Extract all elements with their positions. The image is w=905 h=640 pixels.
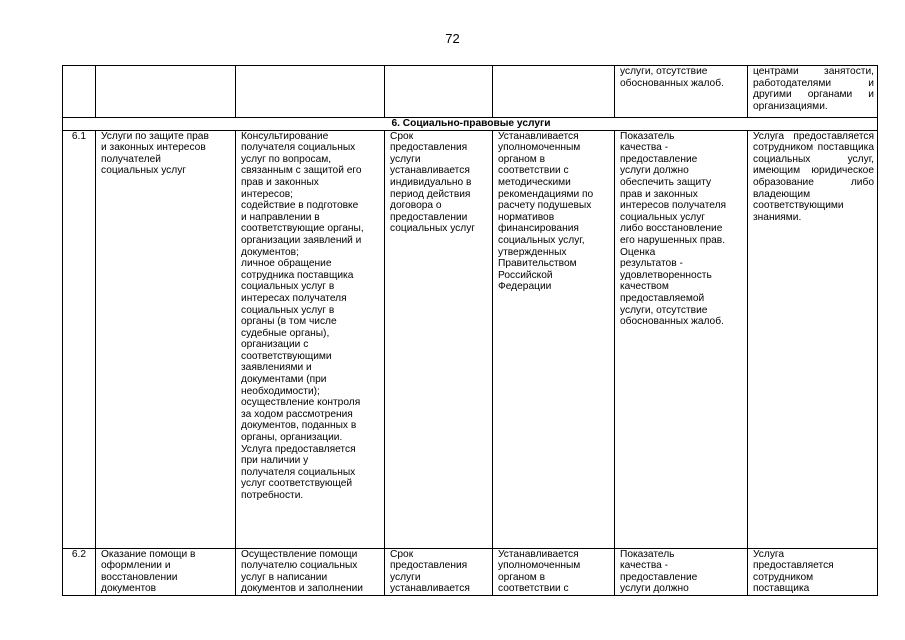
cell-term: Срок предоставления услуги устанавливается индивидуально в период действия договора о предоставлении социальных услуг — [385, 130, 493, 548]
services-table — [62, 65, 878, 596]
cell-conditions: центрами занятости, работодателями и другими органами и организациями. — [748, 66, 878, 118]
cell-conditions: Услуга предоставляется сотрудником поставщика — [753, 548, 834, 595]
cell-number: 6.1 — [63, 130, 96, 548]
cell-service-name: Оказание помощи в оформлении и восстановлении документов — [101, 548, 196, 595]
cell-quality: Показатель качества - предоставление услуги должно обеспечить защиту прав и законных интересов получателя социальных услуг либо восстановление его нарушенных прав. Оценка результатов - удовлетворенность качеством предоставляемой услуги, отсутствие обоснованных жалоб. — [615, 130, 748, 548]
cell-number: 6.2 — [71, 548, 86, 560]
cell-tariff: Устанавливается уполномоченным органом в соответствии с методическими рекомендациями по расчету подушевых нормативов финансирования социальных услуг, утвержденных Правительством Российской Федерации — [493, 130, 615, 548]
cell-term: Срок предоставления услуги устанавливается — [390, 548, 470, 595]
table-row-6-2 — [63, 548, 878, 595]
table-row-6-1 — [63, 130, 878, 548]
cell-service-name: Услуги по защите прав и законных интересов получателей социальных услуг — [96, 130, 236, 548]
cell-description: Консультирование получателя социальных услуг по вопросам, связанным с защитой его прав и законных интересов; содействие в подготовке и направлении в соответствующие органы, организации заявлений и документов; личное обращение сотрудника поставщика социальных услуг в интересах получателя социальных услуг в органы (в том числе судебные органы), организации с соответствующими заявлениями и документами (при необходимости); осуществление контроля за ходом рассмотрения документов, поданных в органы, организации. Услуга предоставляется при наличии у получателя социальных услуг соответствующей потребности. — [236, 130, 385, 548]
page-number: 72 — [445, 31, 460, 46]
section-header-row — [63, 118, 878, 131]
cell-tariff: Устанавливается уполномоченным органом в соответствии с — [498, 548, 581, 595]
table-row-continuation — [63, 66, 878, 118]
section-title: 6. Социально-правовые услуги — [63, 118, 878, 131]
cell-quality: услуги, отсутствие обоснованных жалоб. — [615, 66, 748, 118]
cell-description: Осуществление помощи получателю социальных услуг в написании документов и заполнении — [241, 548, 363, 595]
cell-quality: Показатель качества - предоставление услуги должно — [620, 548, 698, 595]
cell-conditions: Услуга предоставляется сотрудником поставщика социальных услуг, имеющим юридическое образование либо владеющим соответствующими знаниями. — [748, 130, 878, 548]
